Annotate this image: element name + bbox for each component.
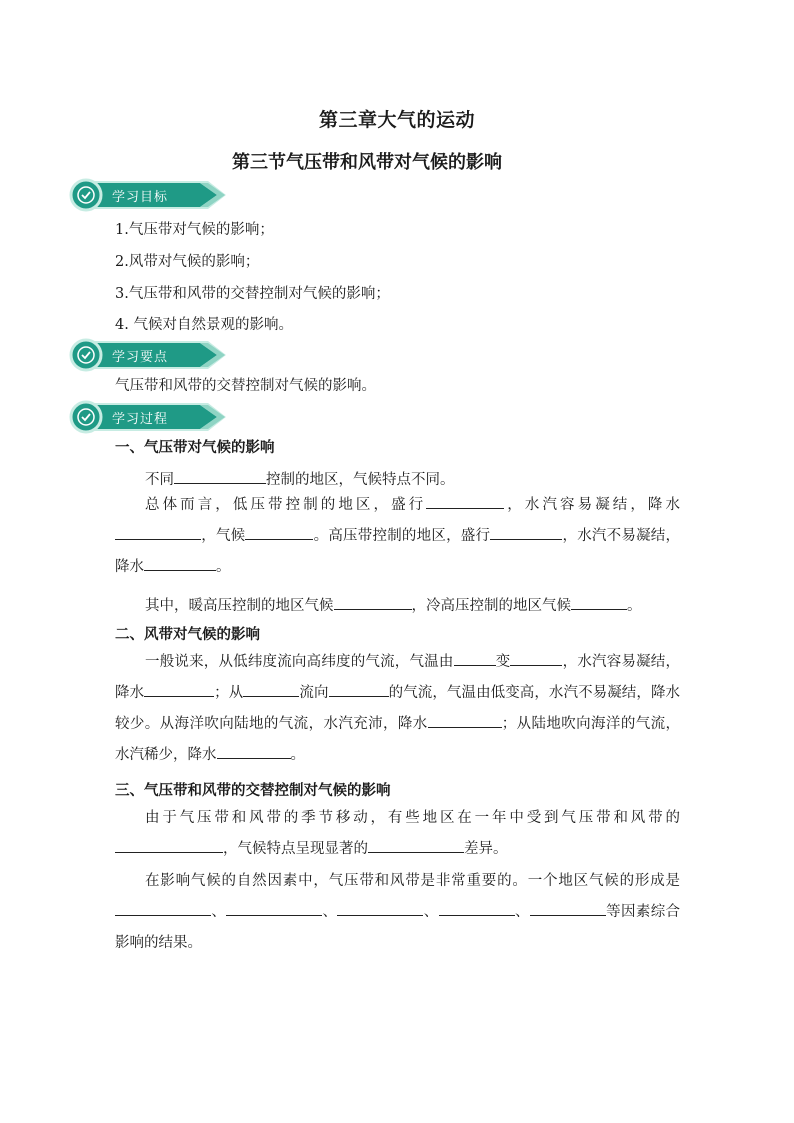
part2-paragraph: 一般说来，从低纬度流向高纬度的气流，气温由 变 ，水汽容易凝结，降水 ；从 流向 的气流，气温由低变高，水汽不易凝结，降水较少。从海洋吹向陆地的气流，水汽充沛，降水 ；从陆地吹向海洋的气流，水汽稀少，降水 。	[115, 647, 680, 771]
key-point-text: 气压带和风带的交替控制对气候的影响。	[115, 378, 376, 394]
answer-blank[interactable]	[217, 742, 291, 759]
part2-heading: 二、风带对气候的影响	[115, 627, 260, 643]
answer-blank[interactable]	[174, 467, 266, 484]
answer-blank[interactable]	[530, 899, 606, 916]
goal-item-4: 4. 气候对自然景观的影响。	[115, 317, 293, 333]
tab-key-points	[68, 338, 238, 372]
answer-blank[interactable]	[115, 836, 223, 853]
answer-blank[interactable]	[115, 523, 201, 540]
answer-blank[interactable]	[144, 680, 214, 697]
answer-blank[interactable]	[426, 492, 504, 509]
tab-learning-goals	[68, 178, 238, 212]
answer-blank[interactable]	[245, 523, 313, 540]
tab-learning-process	[68, 400, 238, 434]
answer-blank[interactable]	[490, 523, 562, 540]
tab-label: 学习目标	[112, 190, 169, 205]
answer-blank[interactable]	[510, 649, 562, 666]
tab-label: 学习要点	[112, 350, 169, 365]
part3-paragraph-2: 在影响气候的自然因素中，气压带和风带是非常重要的。一个地区气候的形成是、 、 、 、 等因素综合影响的结果。	[115, 873, 681, 951]
tab-label: 学习过程	[112, 412, 169, 427]
answer-blank[interactable]	[571, 593, 627, 610]
answer-blank[interactable]	[454, 649, 496, 666]
part3-heading: 三、气压带和风带的交替控制对气候的影响	[115, 783, 391, 799]
answer-blank[interactable]	[329, 680, 389, 697]
chapter-title: 第三章大气的运动	[318, 109, 475, 131]
answer-blank[interactable]	[144, 554, 216, 571]
part1-heading: 一、气压带对气候的影响	[115, 440, 275, 456]
answer-blank[interactable]	[226, 899, 322, 916]
part1-paragraph-1: 不同 控制的地区，气候特点不同。	[145, 467, 455, 489]
goal-item-1: 1.气压带对气候的影响；	[115, 222, 274, 238]
goal-item-3: 3.气压带和风带的交替控制对气候的影响；	[115, 286, 390, 302]
part1-paragraph-2: 总体而言，低压带控制的地区，盛行 ，水汽容易凝结，降水，气候 。高压带控制的地区，盛行 ，水汽不易凝结，降水 。	[115, 490, 680, 583]
answer-blank[interactable]	[115, 899, 211, 916]
section-title: 第三节气压带和风带对气候的影响	[232, 152, 502, 173]
answer-blank[interactable]	[428, 711, 502, 728]
part3-paragraph-1: 由于气压带和风带的季节移动，有些地区在一年中受到气压带和风带的，气候特点呈现显著的 差异。	[115, 803, 680, 865]
answer-blank[interactable]	[334, 593, 412, 610]
answer-blank[interactable]	[337, 899, 423, 916]
part1-paragraph-3: 其中，暖高压控制的地区气候 ，冷高压控制的地区气候 。	[145, 593, 642, 615]
goal-item-2: 2.风带对气候的影响；	[115, 254, 260, 270]
answer-blank[interactable]	[243, 680, 299, 697]
answer-blank[interactable]	[439, 899, 515, 916]
answer-blank[interactable]	[368, 836, 464, 853]
